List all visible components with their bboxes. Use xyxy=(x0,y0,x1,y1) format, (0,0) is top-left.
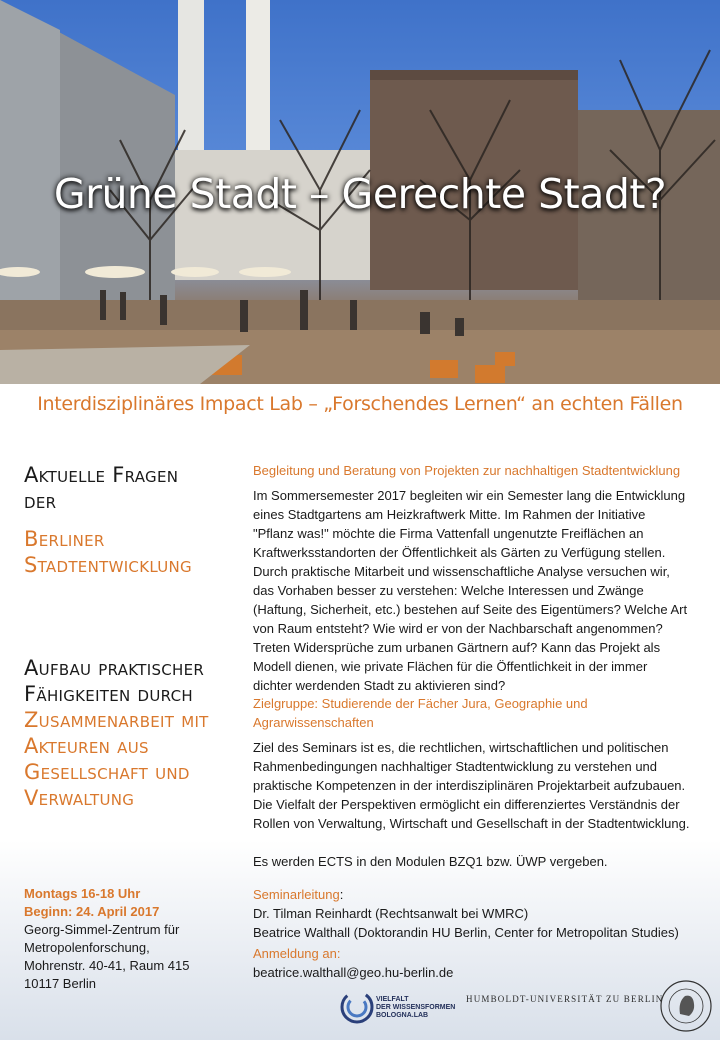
paragraph-line: Ziel des Seminars ist es, die rechtlichen, wirtschaftlichen und politischen xyxy=(253,740,669,755)
registration-email[interactable]: beatrice.walthall@geo.hu-berlin.de xyxy=(253,965,454,980)
seminar-lead xyxy=(253,885,713,942)
vielfalt-logo-mark xyxy=(340,990,374,1024)
hu-logo-text: HUMBOLDT-UNIVERSITÄT ZU BERLIN xyxy=(466,994,664,1004)
address-line: Metropolenforschung, xyxy=(24,940,150,955)
vielfalt-line: BOLOGNA.LAB xyxy=(376,1012,429,1019)
schedule-start: Beginn: 24. April 2017 xyxy=(24,904,160,919)
hero-photo xyxy=(0,0,720,384)
registration xyxy=(253,944,713,982)
project-heading: Begleitung und Beratung von Projekten zur nachhaltigen Stadtentwicklung xyxy=(253,463,681,478)
schedule-day: Montags 16-18 Uhr xyxy=(24,886,141,901)
left-heading-1-orange-line: Stadtentwicklung xyxy=(24,553,192,577)
poster-title: Grüne Stadt – Gerechte Stadt? xyxy=(53,170,667,218)
left-heading-1-line: der xyxy=(24,489,57,513)
project-description xyxy=(253,486,713,695)
seminar-lead-label: Seminarleitung xyxy=(253,887,340,902)
paragraph-line: praktische Kompetenzen in der interdisziplinären Projektarbeit aufzubauen. xyxy=(253,778,686,793)
left-heading-2-line: Fähigkeiten durch xyxy=(24,682,193,706)
paragraph-line: eines Stadtgartens am Heizkraftwerk Mitte. Im Rahmen der Initiative xyxy=(253,507,646,522)
lead-person: Beatrice Walthall (Doktorandin HU Berlin, Center for Metropolitan Studies) xyxy=(253,925,679,940)
logo-bar xyxy=(0,982,720,1040)
paragraph-line: (Haftung, Sicherheit, etc.) bestehen auf Seite des Eigentümers? Welche Art xyxy=(253,602,688,617)
vielfalt-line: VIELFALT xyxy=(376,996,409,1003)
left-heading-2-orange-line: Verwaltung xyxy=(24,786,135,810)
paragraph-line: Rahmenbedingungen nachhaltiger Stadtentwicklung zu verstehen und xyxy=(253,759,658,774)
ects-note: Es werden ECTS in den Modulen BZQ1 bzw. ÜWP vergeben. xyxy=(253,854,608,869)
left-heading-2-orange-line: Gesellschaft und xyxy=(24,760,190,784)
target-group-line: Zielgruppe: Studierende der Fächer Jura, Geographie und xyxy=(253,696,588,711)
paragraph-line: von Raum entsteht? Wie wird er von der Nachbarschaft angenommen? xyxy=(253,621,663,636)
left-heading-1-orange-line: Berliner xyxy=(24,527,105,551)
paragraph-line: Im Sommersemester 2017 begleiten wir ein Semester lang die Entwicklung xyxy=(253,488,686,503)
registration-label: Anmeldung an: xyxy=(253,946,341,961)
left-heading-2 xyxy=(24,655,246,811)
address-line: 10117 Berlin xyxy=(24,976,97,991)
left-heading-1 xyxy=(24,462,246,578)
seminar-goal xyxy=(253,738,713,833)
left-heading-1-line: Aktuelle Fragen xyxy=(24,463,179,487)
paragraph-line: Rollen von Verwaltung, Wirtschaft und Gesellschaft in der Stadtentwicklung. xyxy=(253,816,690,831)
vielfalt-logo xyxy=(340,988,460,1028)
paragraph-line: Modell dienen, wie private Flächen für die Öffentlichkeit in der immer xyxy=(253,659,648,674)
paragraph-line: "Pflanz was!" möchte die Firma Vattenfall ungenutzte Freiflächen an xyxy=(253,526,644,541)
left-heading-2-orange-line: Akteuren aus xyxy=(24,734,149,758)
paragraph-line: Durch praktische Mitarbeit und wissenschaftliche Analyse versuchen wir, xyxy=(253,564,670,579)
lead-person: Dr. Tilman Reinhardt (Rechtsanwalt bei WMRC) xyxy=(253,906,529,921)
hu-seal-icon xyxy=(658,978,714,1034)
paragraph-line: dichter werdenden Stadt zu aktivieren sind? xyxy=(253,678,506,693)
target-group-heading xyxy=(253,694,713,732)
address-line: Mohrenstr. 40-41, Raum 415 xyxy=(24,958,190,973)
vielfalt-line: DER WISSENSFORMEN xyxy=(376,1004,456,1011)
paragraph-line: das Vorhaben besser zu verstehen: Welche Interessen und Zwänge xyxy=(253,583,644,598)
paragraph-line: Treten Widersprüche zum urbanen Gärtnern auf? Kann das Projekt als xyxy=(253,640,661,655)
left-heading-2-line: Aufbau praktischer xyxy=(24,656,205,680)
paragraph-line: Die Vielfalt der Perspektiven ermöglicht ein differenziertes Verständnis der xyxy=(253,797,680,812)
paragraph-line: Kraftwerksstandorten der Öffentlichkeit als Gärten zu Verfügung stellen. xyxy=(253,545,666,560)
address-line: Georg-Simmel-Zentrum für xyxy=(24,922,180,937)
schedule-info xyxy=(24,885,246,993)
target-group-line: Agrarwissenschaften xyxy=(253,715,374,730)
left-heading-2-orange-line: Zusammenarbeit mit xyxy=(24,708,209,732)
poster-subtitle: Interdisziplinäres Impact Lab – „Forschendes Lernen“ an echten Fällen xyxy=(37,393,683,415)
seminar-lead-colon: : xyxy=(339,887,344,902)
vielfalt-logo-text xyxy=(376,996,455,1020)
